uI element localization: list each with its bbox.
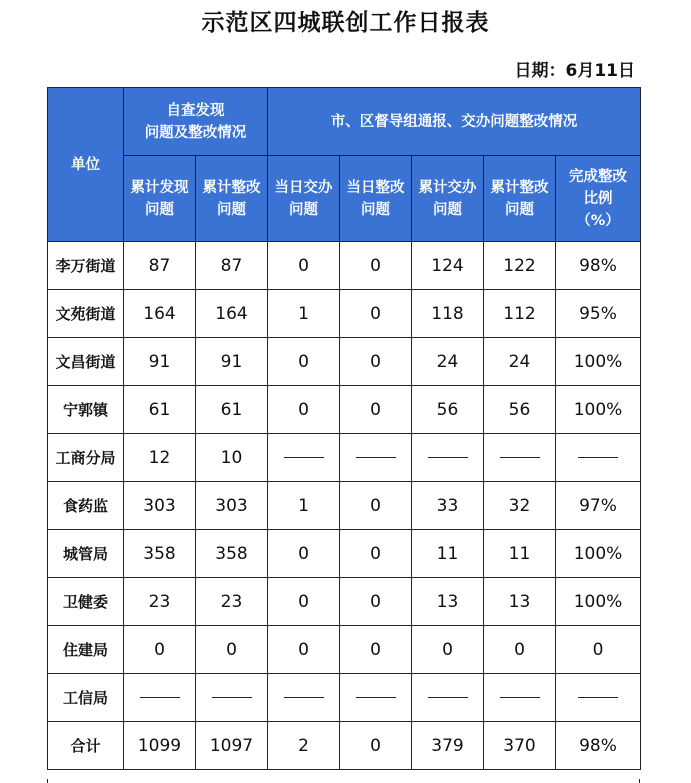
value-cell: 0 (124, 626, 196, 674)
value-cell: 303 (196, 482, 268, 530)
value-cell: 1 (268, 290, 340, 338)
value-cell: 0 (196, 626, 268, 674)
value-cell (484, 434, 556, 482)
dash-mark (212, 697, 252, 698)
value-cell: 98% (556, 242, 641, 290)
value-cell: 12 (124, 434, 196, 482)
header-line: 当日整改 (346, 179, 405, 196)
table-row (48, 578, 641, 626)
unit-cell: 文昌街道 (48, 338, 124, 386)
header-cumulative-assigned (412, 156, 484, 242)
value-cell: 379 (412, 722, 484, 770)
dash-mark (140, 697, 180, 698)
header-cumulative-found (124, 156, 196, 242)
unit-cell: 住建局 (48, 626, 124, 674)
header-line: 问题 (505, 201, 534, 218)
value-cell: 1 (268, 482, 340, 530)
header-daily-assigned (268, 156, 340, 242)
value-cell (556, 434, 641, 482)
table-row (48, 290, 641, 338)
value-cell: 0 (412, 626, 484, 674)
value-cell: 23 (124, 578, 196, 626)
header-cumulative-fixed-city (484, 156, 556, 242)
header-completion-ratio (556, 156, 641, 242)
header-line: 问题 (433, 201, 462, 218)
table-row (48, 482, 641, 530)
dash-mark (356, 697, 396, 698)
table-continuation-edge (47, 779, 640, 783)
value-cell (484, 674, 556, 722)
header-line: 问题 (289, 201, 318, 218)
dash-mark (578, 457, 618, 458)
header-line: 累计整改 (202, 179, 261, 196)
table-row (48, 626, 641, 674)
value-cell: 11 (484, 530, 556, 578)
value-cell: 0 (556, 626, 641, 674)
value-cell: 32 (484, 482, 556, 530)
daily-report-table (47, 87, 641, 770)
header-self-check-group (124, 88, 268, 156)
value-cell: 11 (412, 530, 484, 578)
header-line: 累计发现 (130, 179, 189, 196)
value-cell (412, 674, 484, 722)
value-cell: 0 (340, 386, 412, 434)
table-body (48, 242, 641, 770)
value-cell: 0 (340, 626, 412, 674)
value-cell (556, 674, 641, 722)
header-cumulative-fixed-self (196, 156, 268, 242)
value-cell: 164 (124, 290, 196, 338)
dash-mark (284, 457, 324, 458)
header-row-1 (48, 88, 641, 156)
value-cell: 358 (196, 530, 268, 578)
value-cell: 0 (268, 578, 340, 626)
table-row (48, 386, 641, 434)
header-line: 累计交办 (418, 179, 477, 196)
value-cell: 0 (340, 242, 412, 290)
value-cell: 2 (268, 722, 340, 770)
table-row-total (48, 722, 641, 770)
value-cell: 100% (556, 338, 641, 386)
value-cell: 0 (340, 290, 412, 338)
value-cell: 0 (340, 482, 412, 530)
table-row (48, 530, 641, 578)
value-cell: 124 (412, 242, 484, 290)
unit-cell: 李万街道 (48, 242, 124, 290)
value-cell: 10 (196, 434, 268, 482)
value-cell: 33 (412, 482, 484, 530)
header-line: 完成整改 (569, 168, 627, 185)
header-city-group: 市、区督导组通报、交办问题整改情况 (268, 88, 641, 156)
header-line: 比例 (583, 190, 613, 207)
table-row (48, 434, 641, 482)
value-cell: 1097 (196, 722, 268, 770)
value-cell: 118 (412, 290, 484, 338)
value-cell: 0 (268, 626, 340, 674)
value-cell: 98% (556, 722, 641, 770)
header-row-2 (48, 156, 641, 242)
value-cell (196, 674, 268, 722)
unit-cell: 工信局 (48, 674, 124, 722)
value-cell: 91 (196, 338, 268, 386)
table-row (48, 674, 641, 722)
value-cell: 87 (124, 242, 196, 290)
value-cell: 112 (484, 290, 556, 338)
unit-cell: 宁郭镇 (48, 386, 124, 434)
value-cell: 24 (412, 338, 484, 386)
header-line: 累计整改 (490, 179, 549, 196)
value-cell: 61 (124, 386, 196, 434)
value-cell: 13 (412, 578, 484, 626)
value-cell: 100% (556, 578, 641, 626)
value-cell: 164 (196, 290, 268, 338)
dash-mark (284, 697, 324, 698)
value-cell: 0 (340, 578, 412, 626)
value-cell (340, 674, 412, 722)
value-cell: 61 (196, 386, 268, 434)
dash-mark (428, 697, 468, 698)
value-cell (268, 434, 340, 482)
value-cell: 0 (340, 338, 412, 386)
value-cell: 0 (340, 530, 412, 578)
value-cell: 91 (124, 338, 196, 386)
unit-cell: 食药监 (48, 482, 124, 530)
value-cell: 13 (484, 578, 556, 626)
unit-cell: 卫健委 (48, 578, 124, 626)
value-cell (124, 674, 196, 722)
dash-mark (356, 457, 396, 458)
header-line: （%） (576, 212, 620, 229)
unit-cell: 城管局 (48, 530, 124, 578)
value-cell: 0 (268, 338, 340, 386)
page-title: 示范区四城联创工作日报表 (201, 10, 490, 36)
value-cell (268, 674, 340, 722)
dash-mark (500, 457, 540, 458)
header-line: 当日交办 (274, 179, 333, 196)
header-self-check-line: 自查发现 (166, 102, 225, 119)
value-cell: 122 (484, 242, 556, 290)
unit-cell: 文苑街道 (48, 290, 124, 338)
value-cell: 100% (556, 386, 641, 434)
value-cell: 56 (412, 386, 484, 434)
header-unit: 单位 (48, 88, 124, 242)
value-cell: 24 (484, 338, 556, 386)
unit-cell: 工商分局 (48, 434, 124, 482)
value-cell: 0 (268, 242, 340, 290)
unit-cell: 合计 (48, 722, 124, 770)
value-cell: 100% (556, 530, 641, 578)
value-cell: 56 (484, 386, 556, 434)
report-date: 日期：6月11日 (514, 61, 635, 81)
dash-mark (578, 697, 618, 698)
value-cell: 303 (124, 482, 196, 530)
value-cell: 0 (268, 386, 340, 434)
dash-mark (500, 697, 540, 698)
header-line: 问题 (361, 201, 390, 218)
value-cell (412, 434, 484, 482)
value-cell: 358 (124, 530, 196, 578)
header-line: 问题 (145, 201, 174, 218)
value-cell: 97% (556, 482, 641, 530)
dash-mark (428, 457, 468, 458)
value-cell: 1099 (124, 722, 196, 770)
value-cell: 0 (268, 530, 340, 578)
value-cell: 370 (484, 722, 556, 770)
value-cell: 87 (196, 242, 268, 290)
value-cell: 0 (484, 626, 556, 674)
header-daily-fixed (340, 156, 412, 242)
value-cell: 23 (196, 578, 268, 626)
value-cell (340, 434, 412, 482)
value-cell: 95% (556, 290, 641, 338)
header-line: 问题 (217, 201, 246, 218)
table-row (48, 338, 641, 386)
header-self-check-line: 问题及整改情况 (144, 124, 247, 141)
value-cell: 0 (340, 722, 412, 770)
table-row (48, 242, 641, 290)
